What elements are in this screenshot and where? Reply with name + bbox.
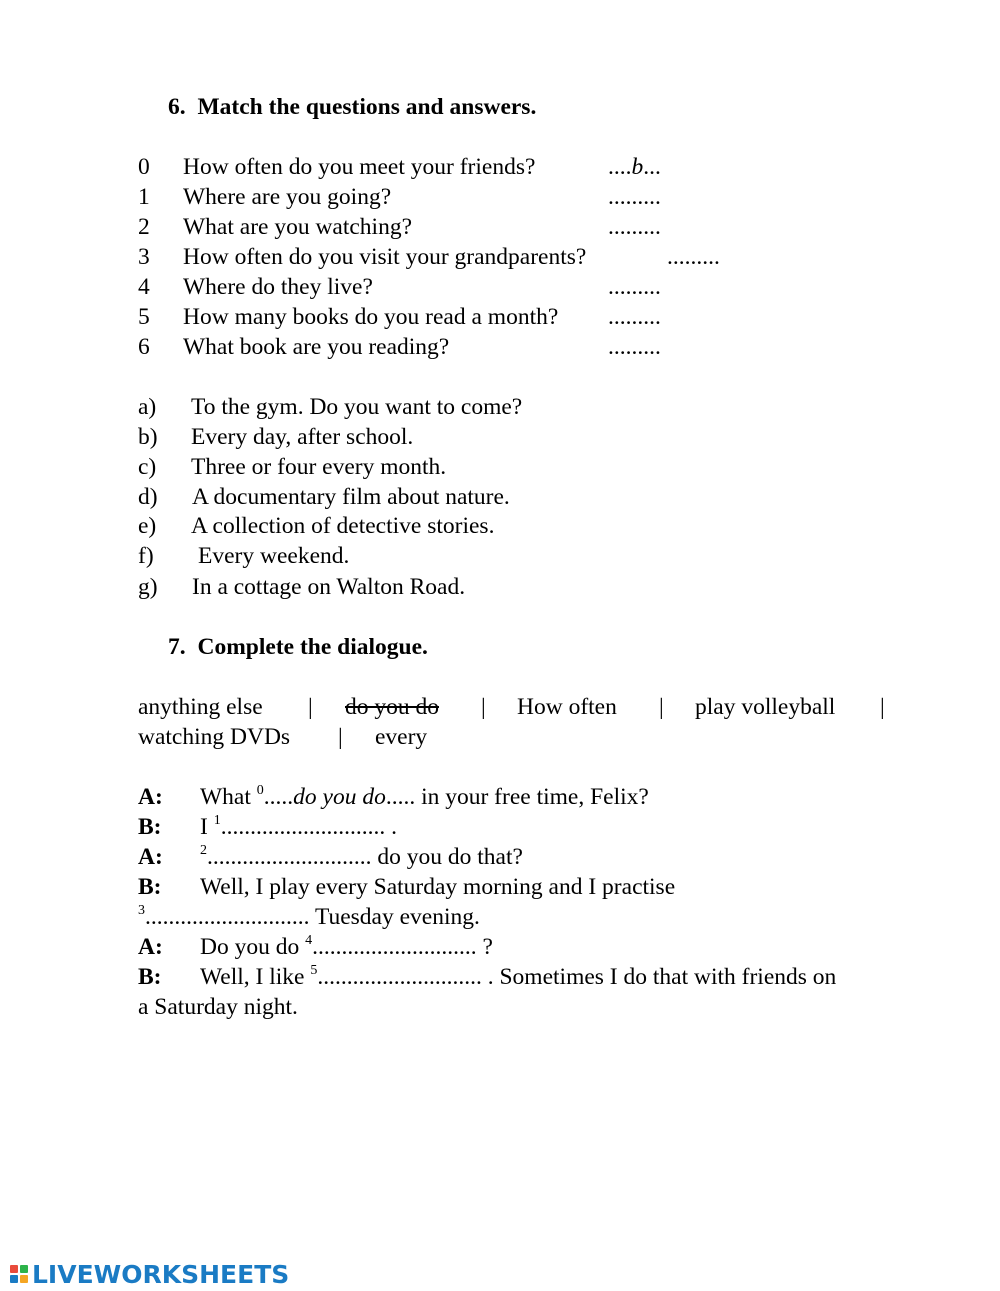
liveworksheets-logo[interactable] [10,1260,289,1288]
example-answer: do you do [293,784,386,810]
logo-square [20,1275,28,1283]
question-number: 0 [138,154,150,180]
logo-square [10,1275,18,1283]
logo-grid-icon [10,1265,28,1283]
option-text: Every day, after school. [191,424,414,450]
speaker-label: B: [138,814,162,840]
dialogue-line [200,933,493,960]
word-every: every [375,724,428,750]
question-text: How often do you meet your friends? [183,154,536,180]
word-how-often: How often [517,694,617,720]
question-text: Where are you going? [183,184,392,210]
speaker-label: B: [138,874,162,900]
dots: ..... [263,784,294,810]
word-anything-else: anything else [138,694,263,720]
speaker-label: A: [138,844,163,870]
option-letter: c) [138,454,157,480]
section-7-title: Complete the dialogue. [197,634,428,660]
option-text: Every weekend. [198,543,350,569]
gap-number: 4 [305,933,313,948]
section-7-heading [168,636,428,660]
option-text: A documentary film about nature. [192,484,510,510]
gap-number: 1 [213,813,221,828]
answer-blank[interactable]: ......... [608,334,661,360]
answer-blank[interactable]: ......... [608,184,661,210]
word-play-volleyball: play volleyball [695,694,836,720]
option-letter: b) [138,424,158,450]
option-text: A collection of detective stories. [191,513,495,539]
separator: | [880,694,885,720]
dialogue-line [200,813,397,840]
gap-number: 2 [200,843,207,858]
question-number: 3 [138,244,150,270]
answer-blank[interactable]: ......... [667,244,720,270]
section-6-heading [168,96,536,120]
answer-blank[interactable]: ............................ Tuesday evening. [145,904,480,930]
answer-blank[interactable]: ............................ do you do that? [207,844,523,870]
option-text: In a cottage on Walton Road. [192,574,466,600]
logo-text: LIVEWORKSHEETS [32,1259,290,1289]
speaker-label: A: [138,784,163,810]
line-text: I [200,814,214,840]
section-6-title: Match the questions and answers. [197,94,537,120]
separator: | [338,724,343,750]
separator: | [308,694,313,720]
option-letter: e) [138,513,157,539]
separator: | [481,694,486,720]
question-number: 5 [138,304,150,330]
line-text: Do you do [200,934,306,960]
answer-blank[interactable]: ......... [608,274,661,300]
dialogue-line: a Saturday night. [138,994,298,1020]
answer-blank[interactable]: ......... [608,304,661,330]
answer-blank[interactable]: ............................ . [220,814,397,840]
question-number: 2 [138,214,150,240]
speaker-label: A: [138,934,163,960]
option-letter: a) [138,394,157,420]
question-number: 1 [138,184,150,210]
question-text: How often do you visit your grandparents? [183,244,587,270]
line-text: Well, I like [200,964,311,990]
question-text: Where do they live? [183,274,373,300]
dialogue-line [200,963,837,990]
question-row [138,156,150,180]
word-do-you-do-used: do you do [345,694,439,720]
line-text: ..... in your free time, Felix? [385,784,649,810]
option-letter: f) [138,543,154,569]
separator: | [659,694,664,720]
option-letter: d) [138,484,158,510]
option-text: Three or four every month. [191,454,447,480]
option-text: To the gym. Do you want to come? [191,394,523,420]
answer-blank[interactable]: ............................ . Sometimes I do that with friends on [317,964,837,990]
logo-square [10,1265,18,1273]
section-6-number: 6. [168,94,186,120]
gap-number: 0 [256,783,264,798]
answer-blank[interactable]: ......... [608,214,661,240]
dialogue-line [138,903,480,930]
question-text: What book are you reading? [183,334,450,360]
gap-number: 3 [138,903,145,918]
word-watching-dvds: watching DVDs [138,724,291,750]
gap-number: 5 [310,963,318,978]
logo-square [20,1265,28,1273]
option-letter: g) [138,574,158,600]
dialogue-line: Well, I play every Saturday morning and I practise [200,874,676,900]
dialogue-line [200,843,523,870]
speaker-label: B: [138,964,162,990]
dialogue-line [200,783,649,810]
section-7-number: 7. [168,634,186,660]
line-text: What [200,784,257,810]
answer-blank[interactable]: ............................ ? [312,934,493,960]
example-answer: b [631,154,644,180]
question-text: How many books do you read a month? [183,304,559,330]
dots-post: ... [643,154,661,180]
answer-blank[interactable] [608,156,661,180]
question-text: What are you watching? [183,214,413,240]
dots-pre: .... [608,154,632,180]
question-number: 4 [138,274,150,300]
question-number: 6 [138,334,150,360]
